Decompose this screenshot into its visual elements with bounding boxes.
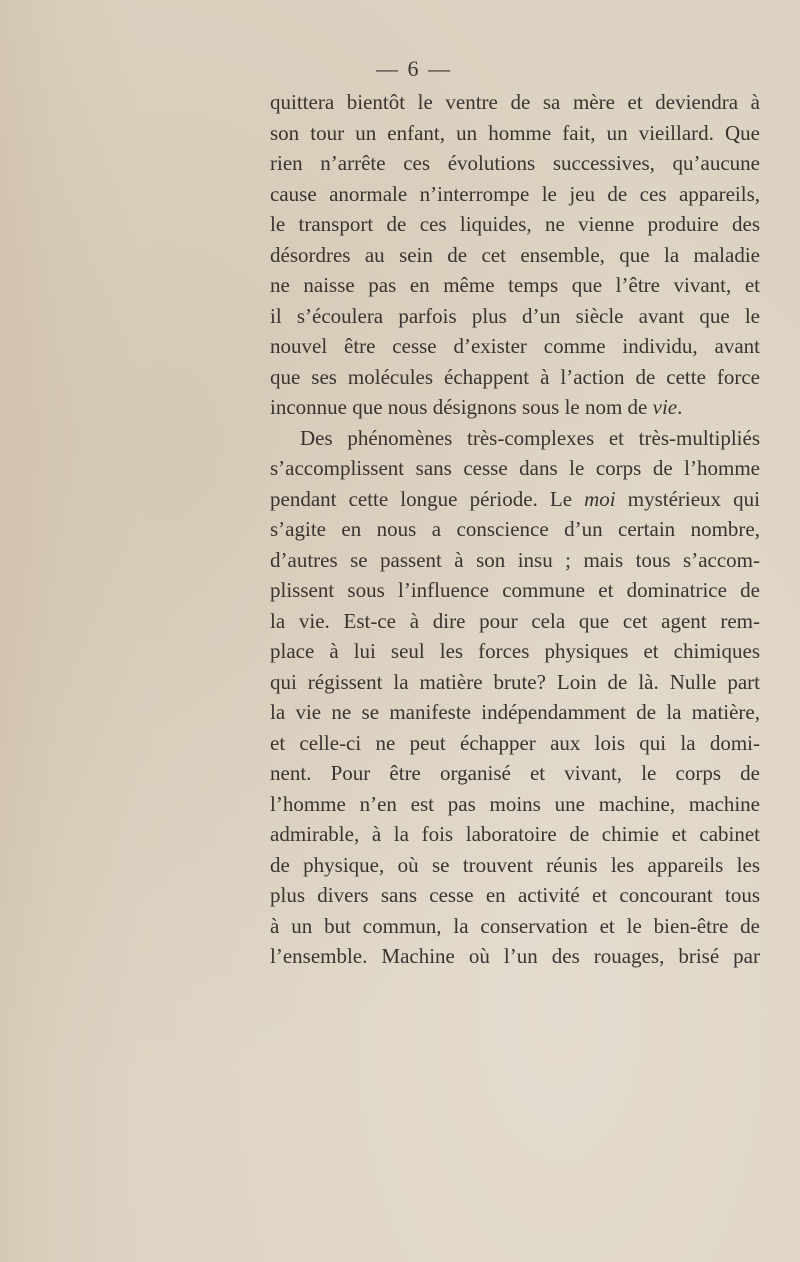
text-line: la vie ne se manifeste indépendamment de la matière, [270, 700, 760, 724]
text-line: d’autres se passent à son insu ; mais tous s’accom- [270, 547, 760, 572]
text-line: plissent sous l’influence commune et dominatrice de [270, 578, 760, 602]
text-line: s’agite en nous a conscience d’un certain nombre, [270, 517, 760, 541]
text-line: ne naisse pas en même temps que l’être vivant, et [270, 273, 760, 297]
italic-word: moi [584, 486, 616, 511]
text-line: de physique, où se trouvent réunis les appareils les [270, 852, 760, 877]
page-number: — 6 — [376, 56, 452, 81]
text-line: quittera bientôt le ventre de sa mère et deviendra à [270, 90, 760, 114]
text-run: inconnue que nous désignons sous le nom de [270, 395, 653, 419]
text-line: il s’écoulera parfois plus d’un siècle avant que le [270, 303, 760, 328]
text-line: que ses molécules échappent à l’action de cette force [270, 364, 760, 389]
text-line: qui régissent la matière brute? Loin de là. Nulle part [270, 669, 760, 694]
text-line: admirable, à la fois laboratoire de chimie et cabinet [270, 822, 760, 846]
text-run: . [677, 395, 683, 419]
text-line: nouvel être cesse d’exister comme individu, avant [270, 334, 760, 358]
text-line: la vie. Est-ce à dire pour cela que cet agent rem- [270, 608, 760, 633]
text-line: cause anormale n’interrompe le jeu de ces appareils, [270, 181, 760, 206]
text-line: rien n’arrête ces évolutions successives, qu’aucune [270, 151, 760, 175]
text-line: à un but commun, la conservation et le bien-être de [270, 913, 760, 938]
text-line [270, 484, 760, 515]
text-run: pendant cette longue période. Le [270, 486, 585, 511]
text-line [270, 392, 760, 423]
text-line: l’homme n’en est pas moins une machine, machine [270, 791, 760, 816]
text-line: le transport de ces liquides, ne vienne produire des [270, 212, 760, 236]
text-line: plus divers sans cesse en activité et concourant tous [270, 883, 760, 907]
text-run: mystérieux qui [615, 486, 760, 511]
text-line: son tour un enfant, un homme fait, un vieillard. Que [270, 120, 760, 145]
body-text [270, 87, 760, 972]
text-line: nent. Pour être organisé et vivant, le corps de [270, 761, 760, 785]
text-line: et celle-ci ne peut échapper aux lois qui la domi- [270, 730, 760, 755]
italic-word: vie [652, 395, 678, 419]
text-line: s’accomplissent sans cesse dans le corps de l’homme [270, 456, 760, 480]
text-line: désordres au sein de cet ensemble, que la maladie [270, 242, 760, 267]
text-line: Des phénomènes très-complexes et très-multipliés [300, 425, 760, 450]
text-line: l’ensemble. Machine où l’un des rouages, brisé par [270, 944, 760, 968]
text-line: place à lui seul les forces physiques et chimiques [270, 639, 760, 663]
